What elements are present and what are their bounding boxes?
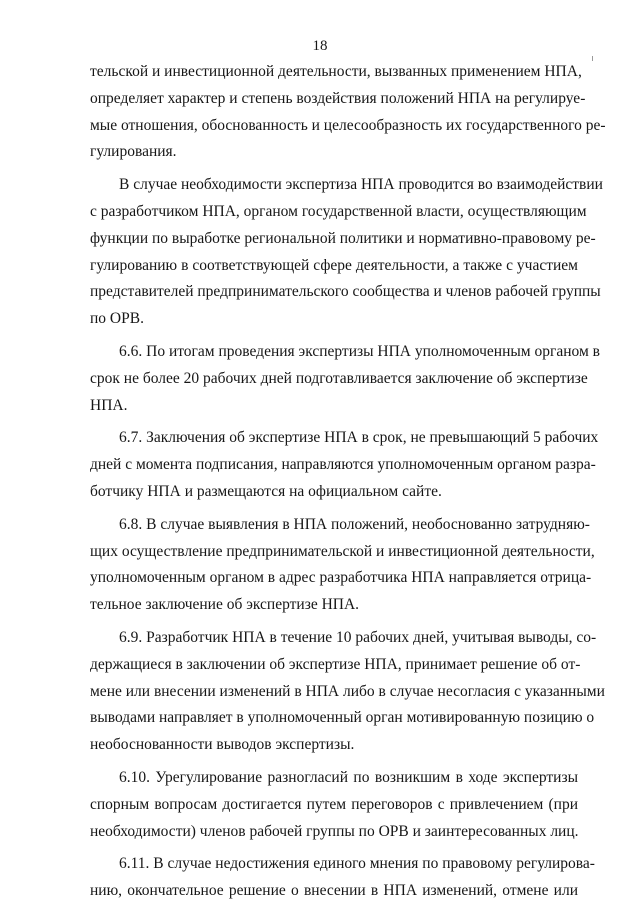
- text-line: гулированию в соответствующей сфере деятельности, а также с участием: [90, 256, 578, 274]
- text-line: 6.10. Урегулирование разногласий по возникшим в ходе экспертизы: [119, 768, 578, 786]
- text-line: 6.8. В случае выявления в НПА положений, необоснованно затрудняю-: [119, 515, 590, 533]
- text-line: НПА.: [90, 396, 128, 414]
- text-line: определяет характер и степень воздействия положений НПА на регулируе-: [90, 89, 586, 107]
- paragraph: [90, 425, 599, 505]
- text-line: 6.7. Заключения об экспертизе НПА в срок, не превышающий 5 рабочих: [119, 429, 599, 447]
- paragraph: [90, 172, 603, 333]
- text-line: тельное заключение об экспертизе НПА.: [90, 596, 360, 614]
- page-number: 18: [312, 38, 328, 54]
- text-line: функции по выработке региональной политики и нормативно-правовому ре-: [90, 229, 596, 247]
- paragraph: [90, 625, 605, 759]
- text-line: 6.6. По итогам проведения экспертизы НПА уполномоченным органом в: [119, 342, 600, 360]
- text-line: 6.9. Разработчик НПА в течение 10 рабочих дней, учитывая выводы, со-: [119, 628, 597, 646]
- text-line: с разработчиком НПА, органом государственной власти, осуществляющим: [90, 202, 587, 220]
- text-line: по ОРВ.: [90, 310, 144, 328]
- paragraph: [90, 512, 595, 619]
- text-line: представителей предпринимательского сообщества и членов рабочей группы: [90, 283, 601, 301]
- document-body: [90, 59, 606, 911]
- text-line: срок не более 20 рабочих дней подготавливается заключение об экспертизе: [90, 369, 588, 387]
- text-line: держащиеся в заключении об экспертизе НПА, принимает решение об от-: [90, 655, 581, 673]
- text-line: мые отношения, обоснованность и целесообразность их государственного ре-: [90, 116, 606, 134]
- text-line: нию, окончательное решение о внесении в НПА изменений, отмене или: [90, 882, 578, 900]
- paragraph: [90, 59, 606, 166]
- text-line: необоснованности выводов экспертизы.: [90, 736, 355, 754]
- text-line: В случае необходимости экспертиза НПА проводится во взаимодействии: [119, 176, 603, 194]
- text-line: необходимости) членов рабочей группы по ОРВ и заинтересованных лиц.: [90, 822, 579, 840]
- paragraph: [90, 339, 600, 419]
- text-line: уполномоченным органом в адрес разработчика НПА направляется отрица-: [90, 569, 592, 587]
- paragraph: [90, 765, 578, 845]
- text-line: дней с момента подписания, направляются уполномоченным органом разра-: [90, 456, 596, 474]
- text-line: спорным вопросам достигается путем переговоров с привлечением (при: [90, 795, 578, 813]
- text-line: выводами направляет в уполномоченный орган мотивированную позицию о: [90, 709, 595, 727]
- text-line: щих осуществление предпринимательской и инвестиционной деятельности,: [90, 542, 595, 560]
- text-line: ботчику НПА и размещаются на официальном сайте.: [90, 482, 442, 500]
- text-line: мене или внесении изменений в НПА либо в случае несогласия с указанными: [90, 682, 605, 700]
- scan-mark: [592, 56, 593, 61]
- paragraph: [90, 851, 595, 905]
- text-line: гулирования.: [90, 143, 177, 161]
- text-line: тельской и инвестиционной деятельности, вызванных применением НПА,: [90, 63, 582, 80]
- text-line: 6.11. В случае недостижения единого мнения по правовому регулирова-: [119, 855, 595, 873]
